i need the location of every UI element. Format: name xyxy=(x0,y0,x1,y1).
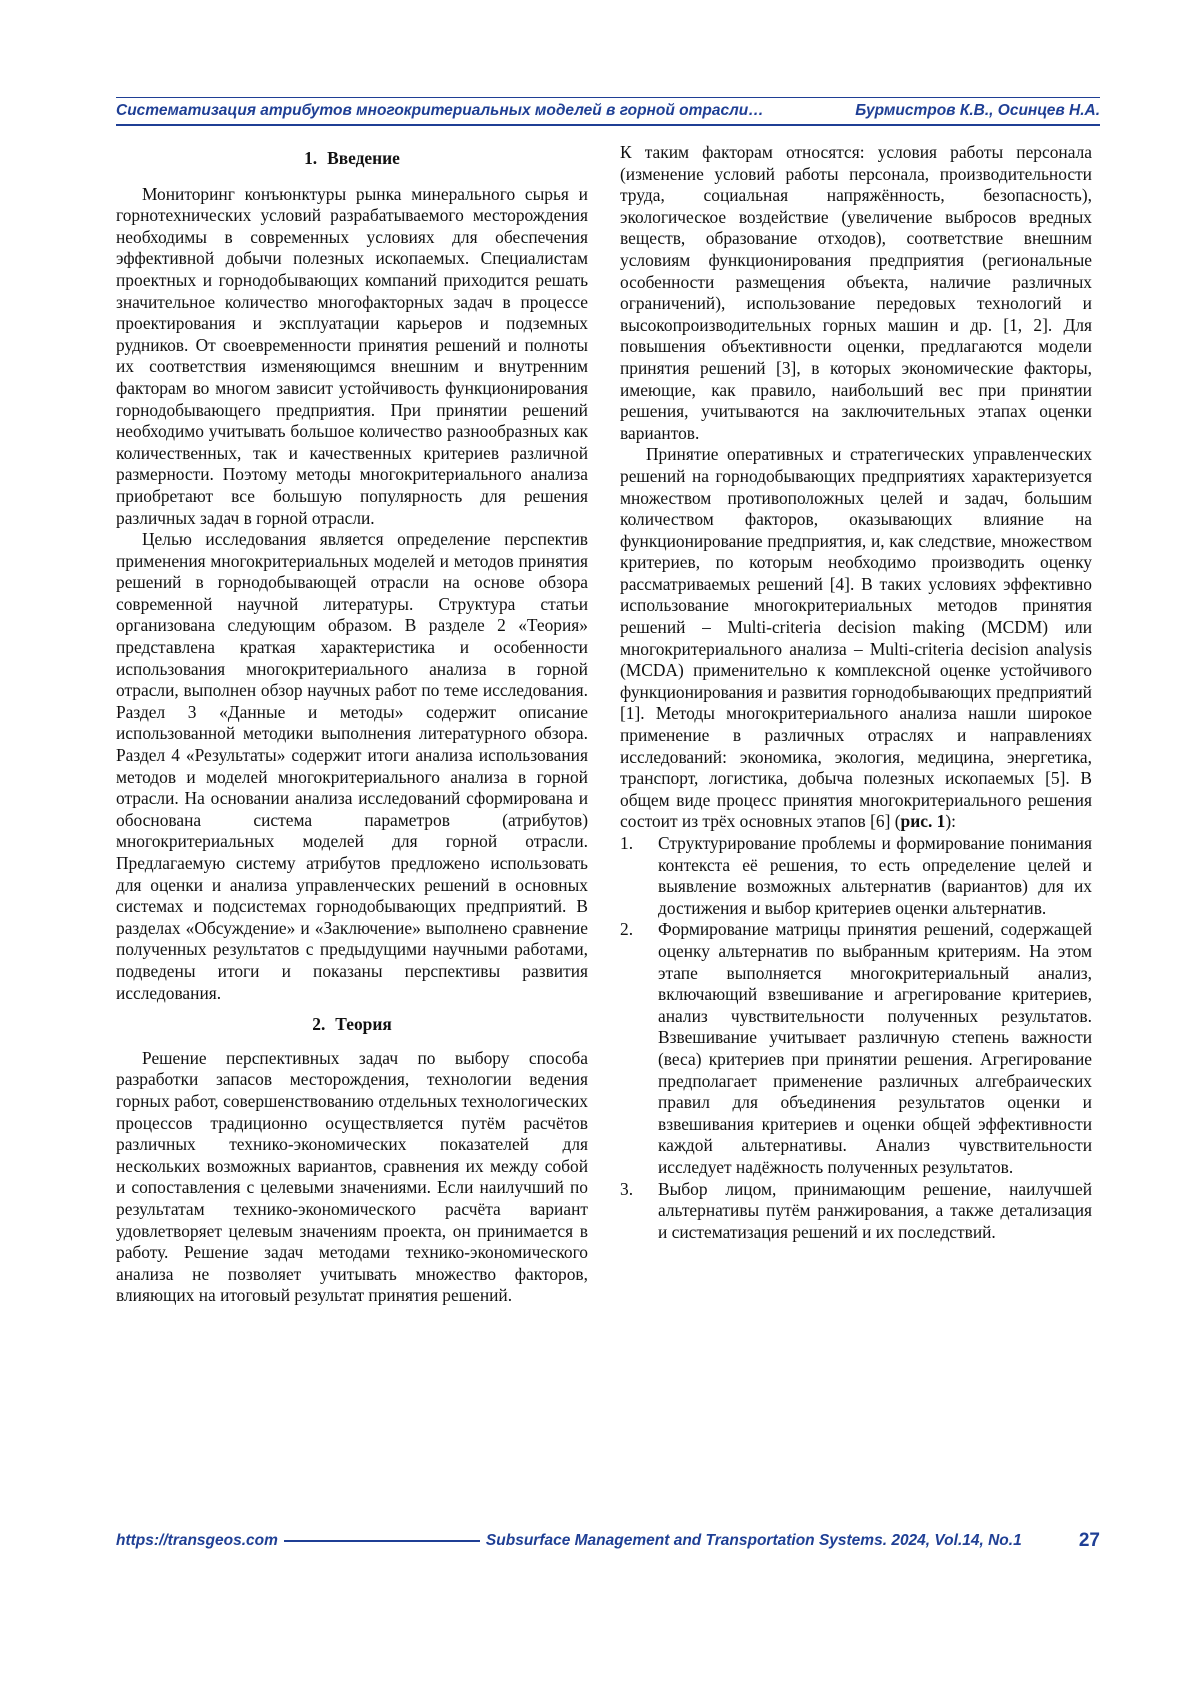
section-heading-theory xyxy=(116,1014,588,1036)
list-item xyxy=(620,833,1092,919)
figure-reference-link[interactable]: рис. 1 xyxy=(900,811,946,832)
running-footer xyxy=(116,1530,1100,1552)
footer-url-link[interactable]: https://transgeos.com xyxy=(116,1532,278,1549)
paragraph-text-end: ): xyxy=(945,811,956,832)
list-item-text: Структурирование проблемы и формирование понимания контекста её решения, то есть определение целей и выявление возможных альтернатив (вариантов) для их достижения и выбор критериев оценки альтернатив. xyxy=(658,833,1092,918)
list-item-text: Выбор лицом, принимающим решение, наилучшей альтернативы путём ранжирования, а также детализация и систематизация решений и их последствий. xyxy=(658,1178,1092,1242)
paragraph: Мониторинг конъюнктуры рынка минерального сырья и горнотехнических условий разрабатываемого месторождения необходимы в современных условиях для обеспечения эффективной добычи полезных ископаемых. Специалистам проектных и горнодобывающих компаний приходится решать значительное количество многофакторных задач в процессе проектирования и эксплуатации карьеров и подземных рудников. От своевременности принятия решений и полноты их соответствия изменяющимся внешним и внутренним факторам во многом зависит устойчивость функционирования горнодобывающего предприятия. При принятии решений необходимо учитывать большое количество разнообразных как количественных, так и качественных критериев различной размерности. Поэтому методы многокритериального анализа приобретают все большую популярность для решения различных задач в горной отрасли. xyxy=(116,183,588,528)
paragraph xyxy=(620,444,1092,833)
footer-rule xyxy=(284,1540,480,1542)
left-column xyxy=(116,142,588,1307)
section-title: Введение xyxy=(327,148,400,168)
running-header xyxy=(116,102,1100,120)
section-number: 2. xyxy=(312,1014,326,1035)
paragraph: Целью исследования является определение перспектив применения многокритериальных моделей и методов принятия решений в горнодобывающей отрасли на основе обзора современной научной литературы. Структура статьи организована следующим образом. В разделе 2 «Теория» представлена краткая характеристика и особенности использования многокритериального анализа в горной отрасли, выполнен обзор научных работ по теме исследования. Раздел 3 «Данные и методы» содержит описание использованной методики выполнения литературного обзора. Раздел 4 «Результаты» содержит итоги анализа использования методов и моделей многокритериального анализа в горной отрасли. На основании анализа исследований сформирована и обоснована система параметров (атрибутов) многокритериальных моделей для горной отрасли. Предлагаемую систему атрибутов предложено использовать для оценки и анализа управленческих решений в основных системах и подсистемах горнодобывающих предприятий. В разделах «Обсуждение» и «Заключение» выполнено сравнение полученных результатов с предыдущими научными работами, подведены итоги и показаны перспективы развития исследования. xyxy=(116,529,588,1003)
list-item-text: Формирование матрицы принятия решений, содержащей оценку альтернатив по выбранным критериям. На этом этапе выполняется многокритериальный анализ, включающий взвешивание и агрегирование критериев, анализ чувствительности полученных результатов. Взвешивание учитывает различную степень важности (веса) критериев при принятии решения. Агрегирование предполагает применение различных алгебраических правил для объединения результатов оценки и взвешивания критериев и оценки общей эффективности каждой альтернативы. Анализ чувствительности исследует надёжность полученных результатов. xyxy=(658,919,1092,1177)
section-heading-introduction xyxy=(116,148,588,170)
right-column xyxy=(620,142,1092,1243)
page-number: 27 xyxy=(1078,1530,1100,1551)
list-marker: 3. xyxy=(620,1178,634,1199)
paragraph-text: Принятие оперативных и стратегических управленческих решений на горнодобывающих предприятиях характеризуется множеством противоположных целей и задач, большим количеством факторов, оказывающих влияние на функционирование предприятия, и, как следствие, множеством критериев, по которым необходимо производить оценку рассматриваемых решений [4]. В таких условиях эффективно использование многокритериальных методов принятия решений – Multi-criteria decision making (MCDM) или многокритериального анализа – Multi-criteria decision analysis (MCDA) применительно к комплексной оценке устойчивого функционирования и развития горнодобывающих предприятий [1]. Методы многокритериального анализа нашли широкое применение в различных отраслях и направлениях исследований: экономика, экология, медицина, энергетика, транспорт, логистика, добыча полезных ископаемых [5]. В общем виде процесс принятия многокритериального решения состоит из трёх основных этапов [6] ( xyxy=(620,444,1092,832)
header-authors: Бурмистров К.В., Осинцев Н.А. xyxy=(855,102,1100,119)
footer-journal: Subsurface Management and Transportation Systems. 2024, Vol.14, No.1 xyxy=(485,1532,1022,1549)
header-rule xyxy=(116,124,1100,126)
list-marker: 1. xyxy=(620,833,634,853)
process-steps-list xyxy=(620,833,1092,1243)
list-marker: 2. xyxy=(620,919,634,940)
list-item xyxy=(620,919,1092,1178)
list-item xyxy=(620,1179,1092,1244)
paragraph: К таким факторам относятся: условия работы персонала (изменение условий работы персонала, производительности труда, социальная напряжённость, безопасность), экологическое воздействие (увеличение выбросов вредных веществ, образование отходов), соответствие внешним условиям функционирования предприятия (региональные особенности размещения объекта, наличие различных ограничений), использование передовых технологий и высокопроизводительных горных машин и др. [1, 2]. Для повышения объективности оценки, предлагаются модели принятия решений [3], в которых экономические факторы, имеющие, как правило, наибольший вес при принятии решения, учитываются на заключительных этапах оценки вариантов. xyxy=(620,142,1092,443)
header-top-rule xyxy=(116,97,1100,98)
section-title: Теория xyxy=(335,1014,392,1035)
section-number: 1. xyxy=(304,148,318,168)
paragraph: Решение перспективных задач по выбору способа разработки запасов месторождения, технологии ведения горных работ, совершенствованию отдельных технологических процессов традиционно осуществляется путём расчётов различных технико-экономических показателей для нескольких возможных вариантов, сравнения их между собой и сопоставления с целевыми значениями. Если наилучший по результатам технико-экономического расчёта вариант удовлетворяет целевым значениям проекта, он принимается в работу. Решение задач методами технико-экономического анализа не позволяет учитывать множество факторов, влияющих на итоговый результат принятия решений. xyxy=(116,1047,588,1306)
header-title: Систематизация атрибутов многокритериальных моделей в горной отрасли… xyxy=(116,102,764,119)
